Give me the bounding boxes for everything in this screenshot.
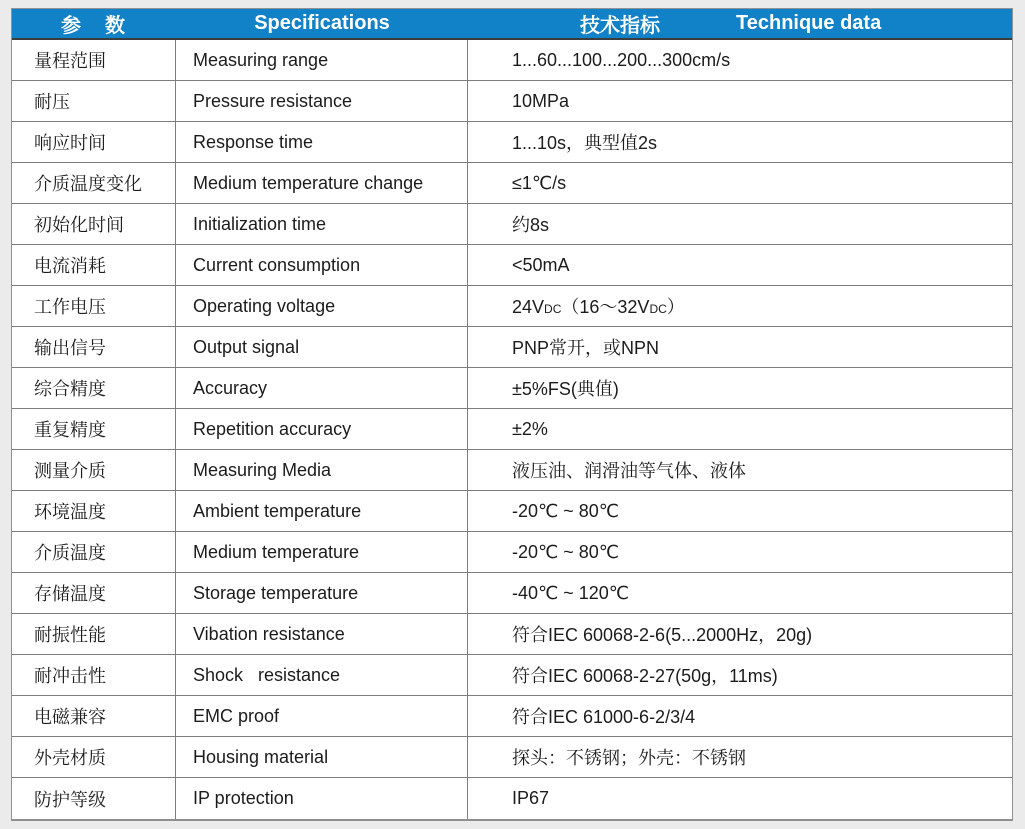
table-row [12,327,1012,368]
table-row [12,696,1012,737]
param-value: -20℃ ~ 80℃ [512,541,619,562]
param-value-cell [468,614,1012,654]
param-value-cell [468,409,1012,449]
param-value: 1...10s，典型值2s [512,133,658,153]
param-en-cell: Pressure resistance [176,81,468,121]
param-value-cell [468,204,1012,244]
param-value-cell [468,655,1012,695]
header-technique-data [468,9,1012,38]
param-value: PNP常开，或NPN [512,338,660,358]
param-value-cell [468,122,1012,162]
param-cn-cell: 电磁兼容 [12,696,176,736]
param-value: 24VDC（16～32VDC） [512,297,685,317]
param-value-cell [468,327,1012,367]
param-cn-cell: 耐振性能 [12,614,176,654]
param-cn-cell: 存储温度 [12,573,176,613]
param-value: 符合IEC 61000-6-2/3/4 [512,707,696,727]
param-value: 10MPa [512,90,570,111]
param-en-cell: Medium temperature [176,532,468,572]
param-value-cell [468,573,1012,613]
param-en-cell: Output signal [176,327,468,367]
param-cn-cell: 输出信号 [12,327,176,367]
param-value: <50mA [512,254,570,275]
param-en-cell: Operating voltage [176,286,468,326]
param-value: 1...60...100...200...300cm/s [512,49,731,70]
param-en-cell: Measuring range [176,40,468,80]
param-value-cell [468,245,1012,285]
table-row [12,778,1012,819]
param-cn-cell: 工作电压 [12,286,176,326]
param-value-cell [468,40,1012,80]
header-param-cn: 参 数 [61,15,127,37]
header-tech-cn: 技术指标 [580,15,660,37]
table-row [12,204,1012,245]
param-value-cell [468,778,1012,819]
table-row [12,409,1012,450]
param-value: ±5%FS(典值) [512,379,619,399]
table-row [12,532,1012,573]
param-value-cell [468,368,1012,408]
table-row [12,122,1012,163]
table-row [12,573,1012,614]
param-value-cell [468,737,1012,777]
param-en-cell: IP protection [176,778,468,819]
param-cn-cell: 介质温度变化 [12,163,176,203]
param-en-cell: Housing material [176,737,468,777]
param-value: 探头：不锈钢；外壳：不锈钢 [512,748,746,768]
param-cn-cell: 综合精度 [12,368,176,408]
table-row [12,245,1012,286]
spec-table-body [12,40,1012,819]
param-cn-cell: 量程范围 [12,40,176,80]
param-value-cell [468,286,1012,326]
table-row [12,286,1012,327]
param-cn-cell: 耐压 [12,81,176,121]
param-value: IP67 [512,788,550,808]
param-value: 约8s [512,215,550,235]
table-row [12,450,1012,491]
table-row [12,737,1012,778]
param-en-cell: Vibation resistance [176,614,468,654]
param-value: ≤1℃/s [512,172,567,193]
spec-table [11,8,1013,821]
param-value: 符合IEC 60068-2-27(50g，11ms) [512,666,778,686]
param-en-cell: Measuring Media [176,450,468,490]
param-cn-cell: 环境温度 [12,491,176,531]
param-cn-cell: 介质温度 [12,532,176,572]
param-value-cell [468,81,1012,121]
param-value: -40℃ ~ 120℃ [512,582,629,603]
param-cn-cell: 测量介质 [12,450,176,490]
param-cn-cell: 电流消耗 [12,245,176,285]
param-en-cell: EMC proof [176,696,468,736]
param-value: 符合IEC 60068-2-6(5...2000Hz，20g) [512,625,813,645]
param-cn-cell: 防护等级 [12,778,176,819]
param-value-cell [468,532,1012,572]
param-en-cell: Response time [176,122,468,162]
param-en-cell: Repetition accuracy [176,409,468,449]
table-row [12,368,1012,409]
table-row [12,655,1012,696]
param-en-cell: Ambient temperature [176,491,468,531]
table-row [12,491,1012,532]
table-row [12,614,1012,655]
param-cn-cell: 外壳材质 [12,737,176,777]
param-value-cell [468,696,1012,736]
param-en-cell: Accuracy [176,368,468,408]
param-value: -20℃ ~ 80℃ [512,500,619,521]
param-en-cell: Medium temperature change [176,163,468,203]
header-specifications: Specifications [254,12,390,34]
param-value-cell [468,450,1012,490]
param-value-cell [468,163,1012,203]
param-value: ±2% [512,418,548,439]
table-row [12,81,1012,122]
param-cn-cell: 初始化时间 [12,204,176,244]
param-en-cell: Initialization time [176,204,468,244]
table-row [12,163,1012,204]
table-header-row [12,9,1012,40]
param-cn-cell: 重复精度 [12,409,176,449]
header-tech-en: Technique data [736,12,882,34]
param-cn-cell: 响应时间 [12,122,176,162]
param-value-cell [468,491,1012,531]
param-en-cell: Shock resistance [176,655,468,695]
param-en-cell: Storage temperature [176,573,468,613]
param-cn-cell: 耐冲击性 [12,655,176,695]
param-value: 液压油、润滑油等气体、液体 [512,461,746,481]
table-row [12,40,1012,81]
param-en-cell: Current consumption [176,245,468,285]
